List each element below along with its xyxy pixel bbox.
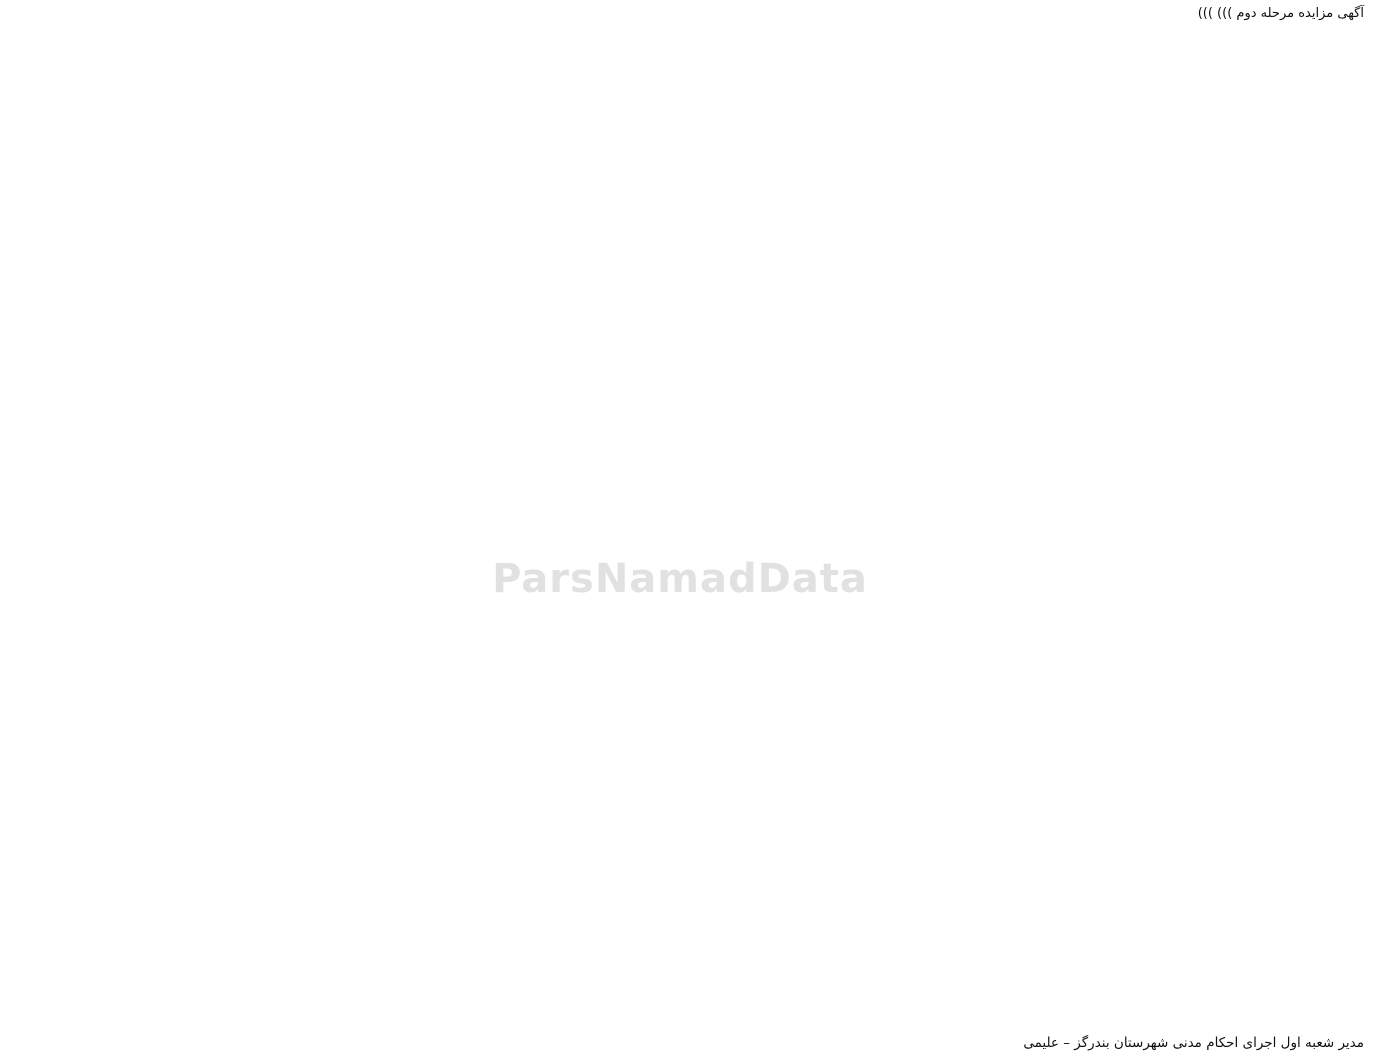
conditions-heading	[12, 762, 1364, 784]
condition-item	[12, 826, 1364, 848]
condition-item	[12, 858, 1364, 880]
watermark-logo: ParsNamadData	[492, 556, 868, 602]
condition-item	[12, 922, 1364, 944]
document-title: آگهی مزایده مرحله دوم ))) )))	[1197, 6, 1364, 21]
property-summary-heading	[12, 634, 1364, 656]
document-body-text	[12, 30, 1364, 590]
auction-place	[12, 730, 1364, 752]
time-place-heading	[12, 666, 1364, 688]
document-footer: مدیر شعبه اول اجرای احکام مدنی شهرستان بندرگز – علیمی	[1023, 1035, 1364, 1051]
condition-item	[12, 890, 1364, 912]
condition-item	[12, 794, 1364, 816]
condition-item	[12, 954, 1364, 976]
auction-time	[12, 698, 1364, 720]
auction-details-section	[12, 634, 1364, 976]
